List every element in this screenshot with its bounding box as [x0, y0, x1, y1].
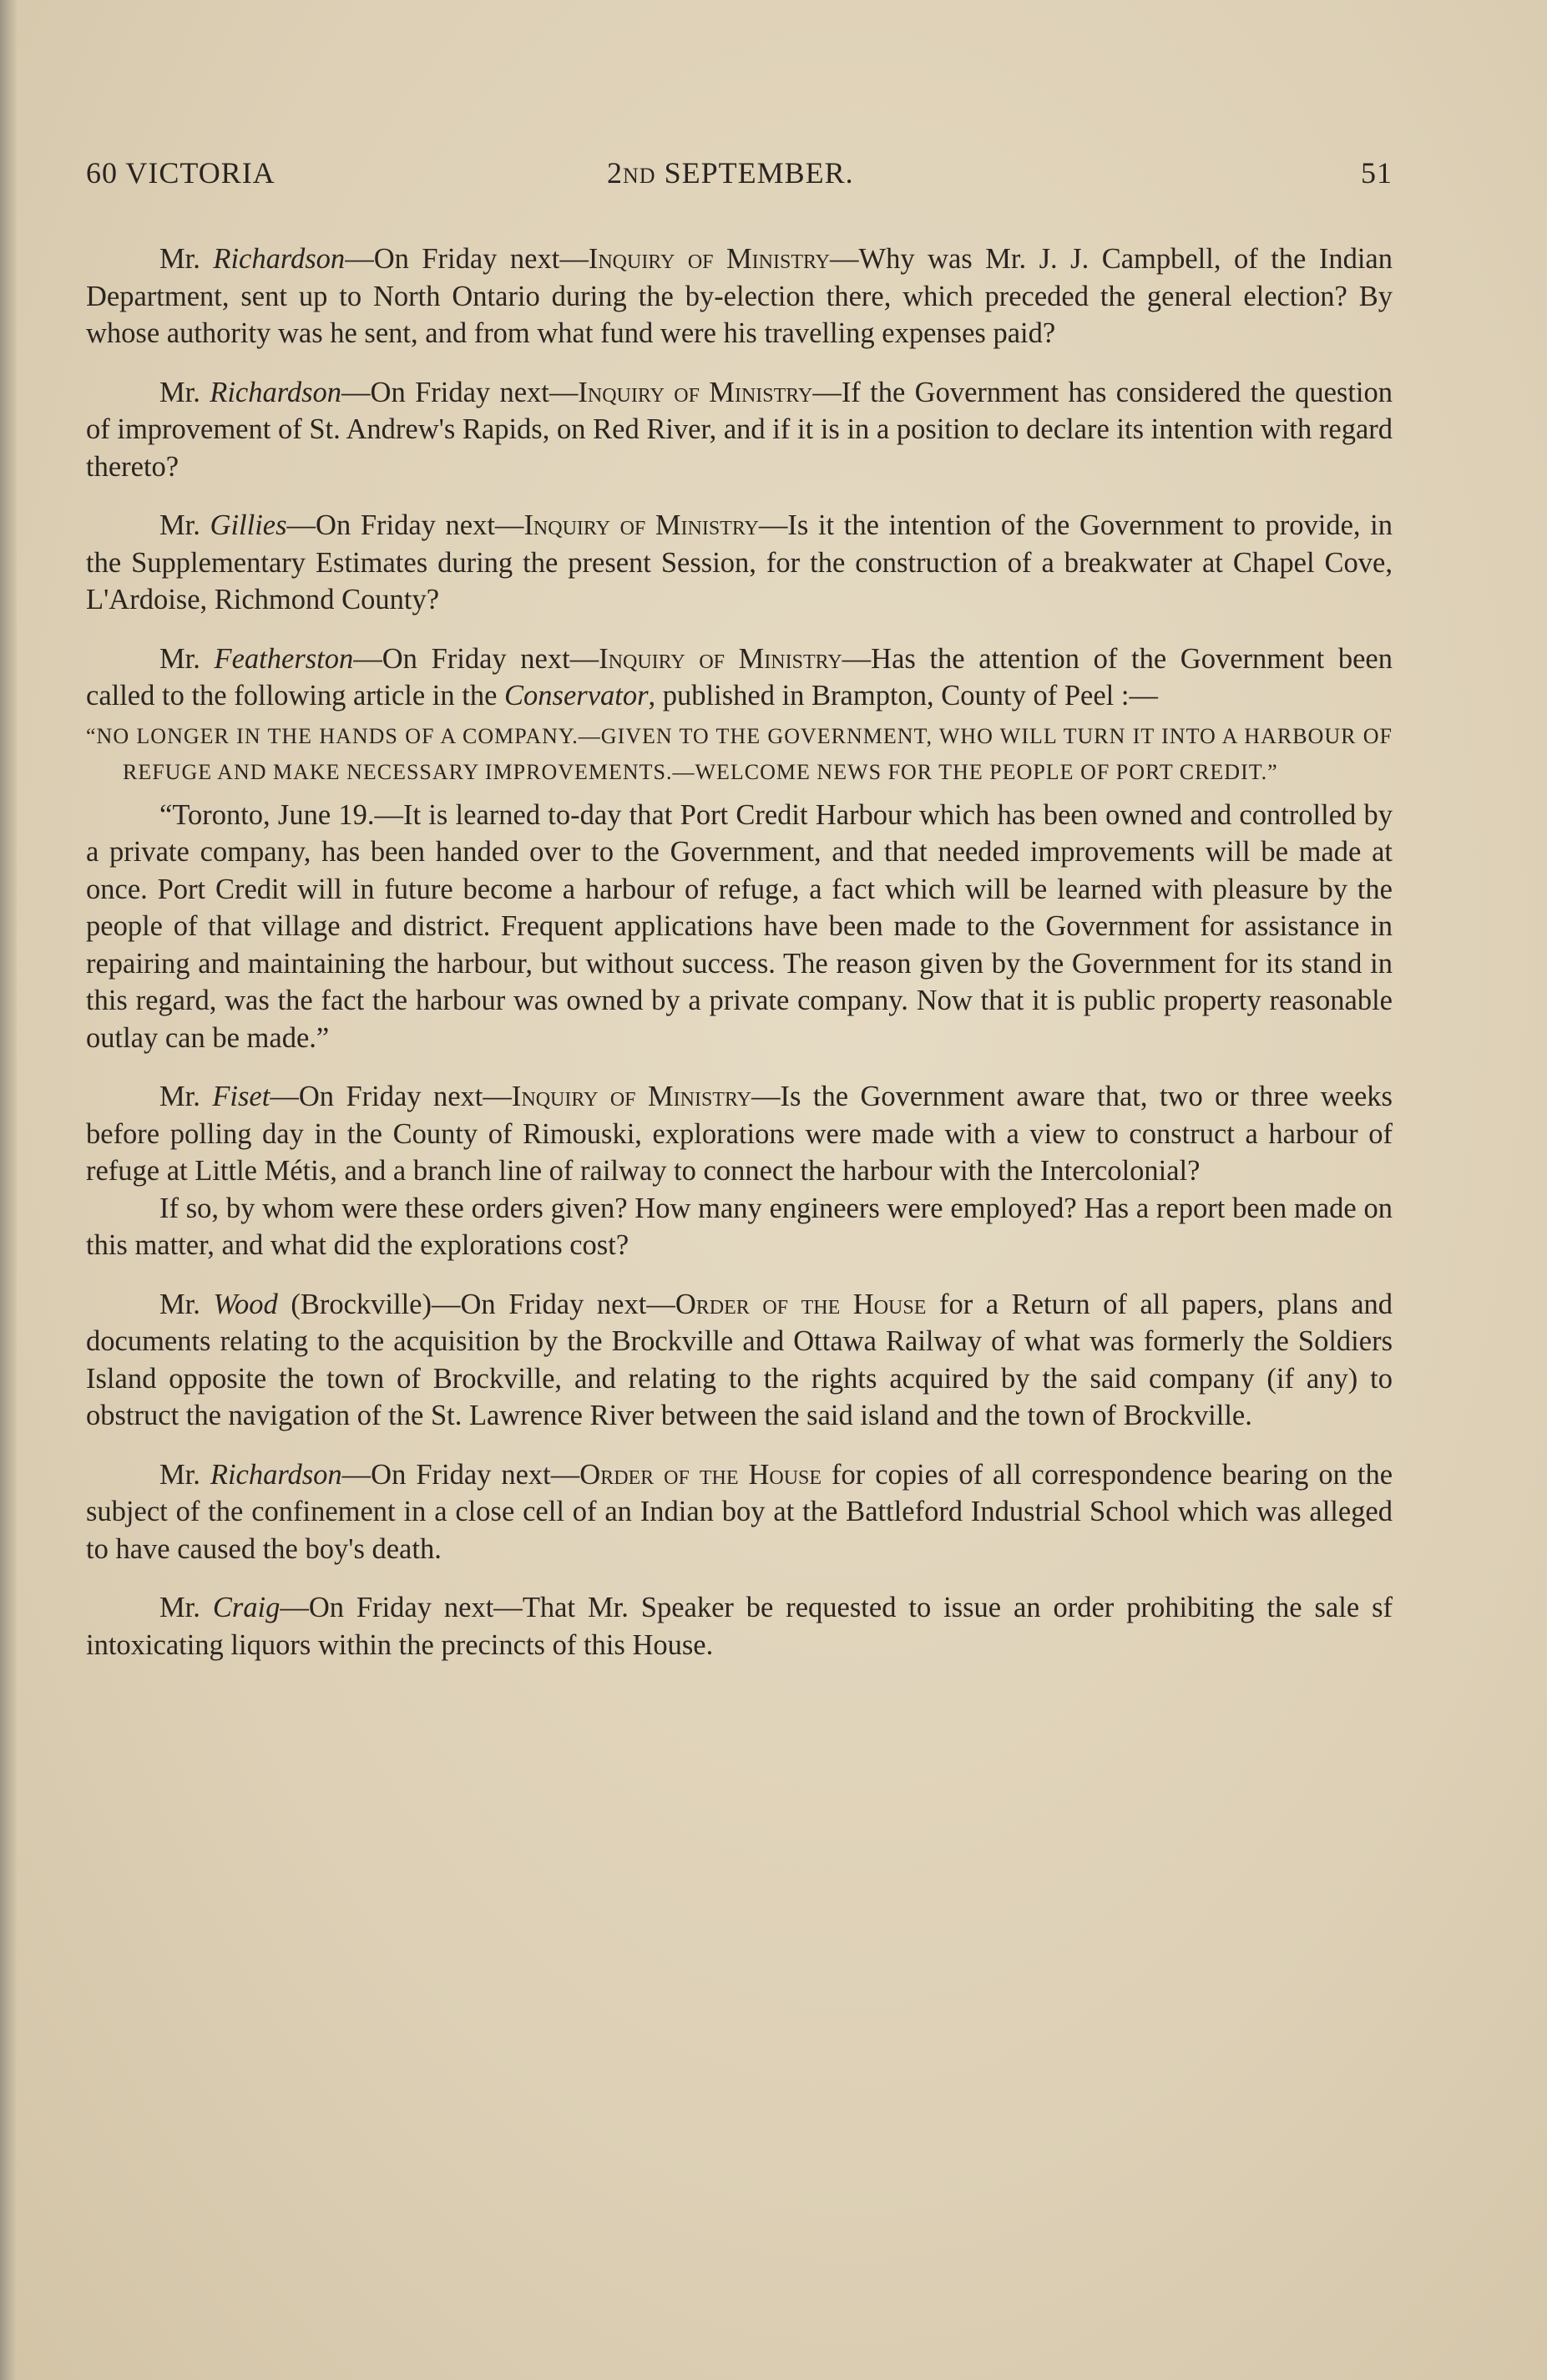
notice-when: —On Friday next— — [432, 1288, 675, 1320]
member-name: Fiset — [212, 1081, 270, 1112]
notice-entry — [86, 507, 1393, 619]
header-session: 60 VICTORIA — [86, 156, 276, 190]
member-name: Featherston — [214, 642, 354, 675]
notice-entry — [86, 1286, 1393, 1435]
notice-kind: Inquiry of Ministry — [599, 642, 842, 675]
notice-when: —On Friday next— — [353, 642, 599, 675]
notice-text: —If the Government has considered the question of improvement of St. Andrew's Rapids, on Red River, and if it is in a position to declare its intention with regard thereto? — [86, 376, 1393, 483]
notice-text: —Why was Mr. J. J. Campbell, of the Indian Department, sent up to North Ontario during the by-election there, which preceded the general election? By whose authority was he sent, and from what fund were his travelling expenses paid? — [86, 243, 1393, 349]
notice-when: —On Friday next— — [286, 509, 524, 541]
notice-text: —Has the attention of the Government been called to the following article in the — [86, 642, 1393, 711]
notice-text: —Is it the intention of the Government to provide, in the Supplementary Estimates during the present Session, for the construction of a breakwater at Chapel Cove, L'Ardoise, Richmond County? — [86, 509, 1393, 615]
notice-mr: Mr. — [159, 243, 214, 275]
member-name: Richardson — [210, 376, 342, 408]
member-name: Craig — [212, 1592, 281, 1623]
member-name: Gillies — [210, 509, 287, 541]
notice-mr: Mr. — [159, 1288, 214, 1320]
notice-entry — [86, 641, 1393, 715]
notice-kind: Order of the House — [675, 1288, 927, 1320]
notice-entry — [86, 1078, 1393, 1190]
notice-entry — [86, 1589, 1393, 1663]
notice-mr: Mr. — [159, 1592, 213, 1623]
notice-when: —On Friday next— — [280, 1592, 523, 1623]
notice-text: —Is the Government aware that, two or three weeks before polling day in the County of Rimouski, explorations were made with a view to construct a harbour of refuge at Little Métis, and a branch line of railway to connect the harbour with the Intercolonial? — [86, 1081, 1393, 1187]
notice-mr: Mr. — [159, 642, 215, 675]
notice-text-continued: , published in Brampton, County of Peel :— — [648, 680, 1158, 711]
notice-text: That Mr. Speaker be requested to issue an order prohibiting the sale sf intoxicating liquors within the precincts of this House. — [86, 1592, 1393, 1661]
notice-kind: Inquiry of Ministry — [588, 243, 831, 275]
notices-body — [86, 241, 1393, 1685]
notice-kind: Order of the House — [579, 1458, 822, 1491]
member-constituency: (Brockville) — [277, 1288, 432, 1320]
notice-entry — [86, 241, 1393, 352]
notice-text: for a Return of all papers, plans and documents relating to the acquisition by the Brockville and Ottawa Railway of what was formerly the Soldiers Island opposite the town of Brockville, and relating to the rights acquired by the said company (if any) to obstruct the navigation of the St. Lawrence River between the said island and the town of Brockville. — [86, 1288, 1393, 1431]
header-date — [607, 155, 854, 190]
notice-mr: Mr. — [159, 1081, 213, 1112]
notice-when: —On Friday next— — [341, 376, 579, 408]
quoted-headline: “NO LONGER IN THE HANDS OF A COMPANY.—GIVEN TO THE GOVERNMENT, WHO WILL TURN IT INTO A HARBOUR OF REFUGE AND MAKE NECESSARY IMPROVEMENTS.—WELCOME NEWS FOR THE PEOPLE OF PORT CREDIT.” — [86, 723, 1393, 784]
publication-name: Conservator — [504, 680, 649, 711]
notice-when: —On Friday next— — [345, 243, 589, 275]
notice-entry — [86, 374, 1393, 486]
notice-kind: Inquiry of Ministry — [511, 1081, 751, 1112]
page-number: 51 — [1361, 156, 1393, 190]
header-date-day: 2 — [607, 156, 623, 190]
book-binding-edge — [0, 0, 17, 2380]
notice-kind: Inquiry of Ministry — [523, 509, 759, 541]
notice-when: —On Friday next— — [341, 1458, 580, 1491]
notice-mr: Mr. — [159, 509, 210, 541]
header-date-suffix: ND — [623, 164, 656, 188]
member-name: Richardson — [213, 243, 346, 275]
notice-entry — [86, 1456, 1393, 1568]
member-name: Wood — [213, 1288, 278, 1320]
notice-mr: Mr. — [159, 1458, 210, 1491]
notice-when: —On Friday next— — [270, 1081, 512, 1112]
notice-kind: Inquiry of Ministry — [578, 376, 813, 408]
notice-mr: Mr. — [159, 376, 210, 408]
notice-text: for copies of all correspondence bearing on the subject of the confinement in a close cell of an Indian boy at the Battleford Industrial School which was alleged to have caused the boy's death. — [86, 1458, 1393, 1565]
member-name: Richardson — [210, 1458, 342, 1491]
notice-followup: If so, by whom were these orders given? How many engineers were employed? Has a report been made on this matter, and what did the explorations cost? — [86, 1192, 1393, 1261]
header-date-month: SEPTEMBER. — [655, 156, 854, 190]
quoted-article: “Toronto, June 19.—It is learned to-day that Port Credit Harbour which has been owned and controlled by a private company, has been handed over to the Government, and that needed improvements will be made at once. Port Credit will in future become a harbour of refuge, a fact which will be learned with pleasure by the people of that village and district. Frequent applications have been made to the Government for assistance in repairing and maintaining the harbour, but without success. The reason given by the Government for its stand in this regard, was the fact the harbour was owned by a private company. Now that it is public property reasonable outlay can be made.” — [86, 798, 1393, 1054]
running-header — [86, 155, 1393, 197]
